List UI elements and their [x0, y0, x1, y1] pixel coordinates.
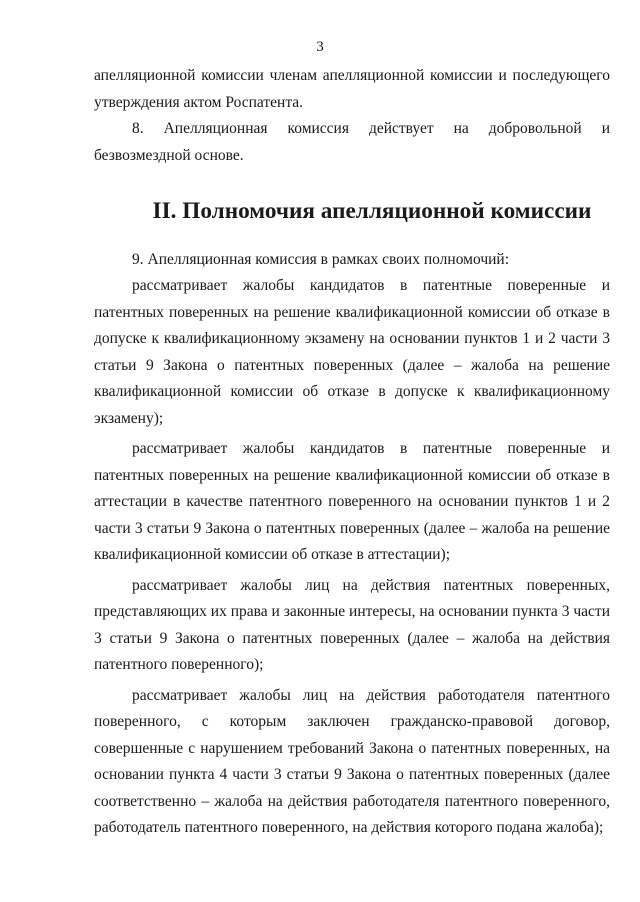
document-body: [94, 63, 610, 842]
list-item-complaint-attorney-actions: рассматривает жалобы лиц на действия патентных поверенных, представляющих их права и законные интересы, на основании пункта 3 части 3 статьи 9 Закона о патентных поверенных (далее – жалоба на действия патентного поверенного);: [94, 576, 610, 673]
list-item-complaint-attestation: рассматривает жалобы кандидатов в патентные поверенные и патентных поверенных на решение квалификационной комиссии об отказе в аттестации в качестве патентного поверенного на основании пунктов 1 и 2 части 3 статьи 9 Закона о патентных поверенных (далее – жалоба на решение квалификационной комиссии об отказе в аттестации);: [94, 440, 610, 563]
section-spacer: [94, 225, 610, 247]
page-number: 3: [316, 39, 324, 55]
list-item-complaint-admission: рассматривает жалобы кандидатов в патентные поверенные и патентных поверенных на решение квалификационной комиссии об отказе в допуске к квалификационному экзамену на основании пунктов 1 и 2 части 3 статьи 9 Закона о патентных поверенных (далее – жалоба на решение квалификационной комиссии об отказе в допуске к квалификационному экзамену);: [94, 277, 610, 427]
paragraph-9: 9. Апелляционная комиссия в рамках своих полномочий:: [132, 250, 510, 268]
paragraph-8: 8. Апелляционная комиссия действует на добровольной и безвозмездной основе.: [94, 120, 610, 164]
paragraph-continuation: апелляционной комиссии членам апелляционной комиссии и последующего утверждения актом Роспатента.: [94, 67, 610, 111]
list-item-complaint-employer-actions: рассматривает жалобы лиц на действия работодателя патентного поверенного, с которым заключен гражданско-правовой договор, совершенные с нарушением требований Закона о патентных поверенных, на основании пункта 4 части 3 статьи 9 Закона о патентных поверенных (далее соответственно – жалоба на действия работодателя патентного поверенного, работодатель патентного поверенного, на действия которого подана жалоба);: [94, 686, 610, 836]
section-spacer: [94, 169, 610, 198]
section-heading: II. Полномочия апелляционной комиссии: [152, 198, 592, 224]
